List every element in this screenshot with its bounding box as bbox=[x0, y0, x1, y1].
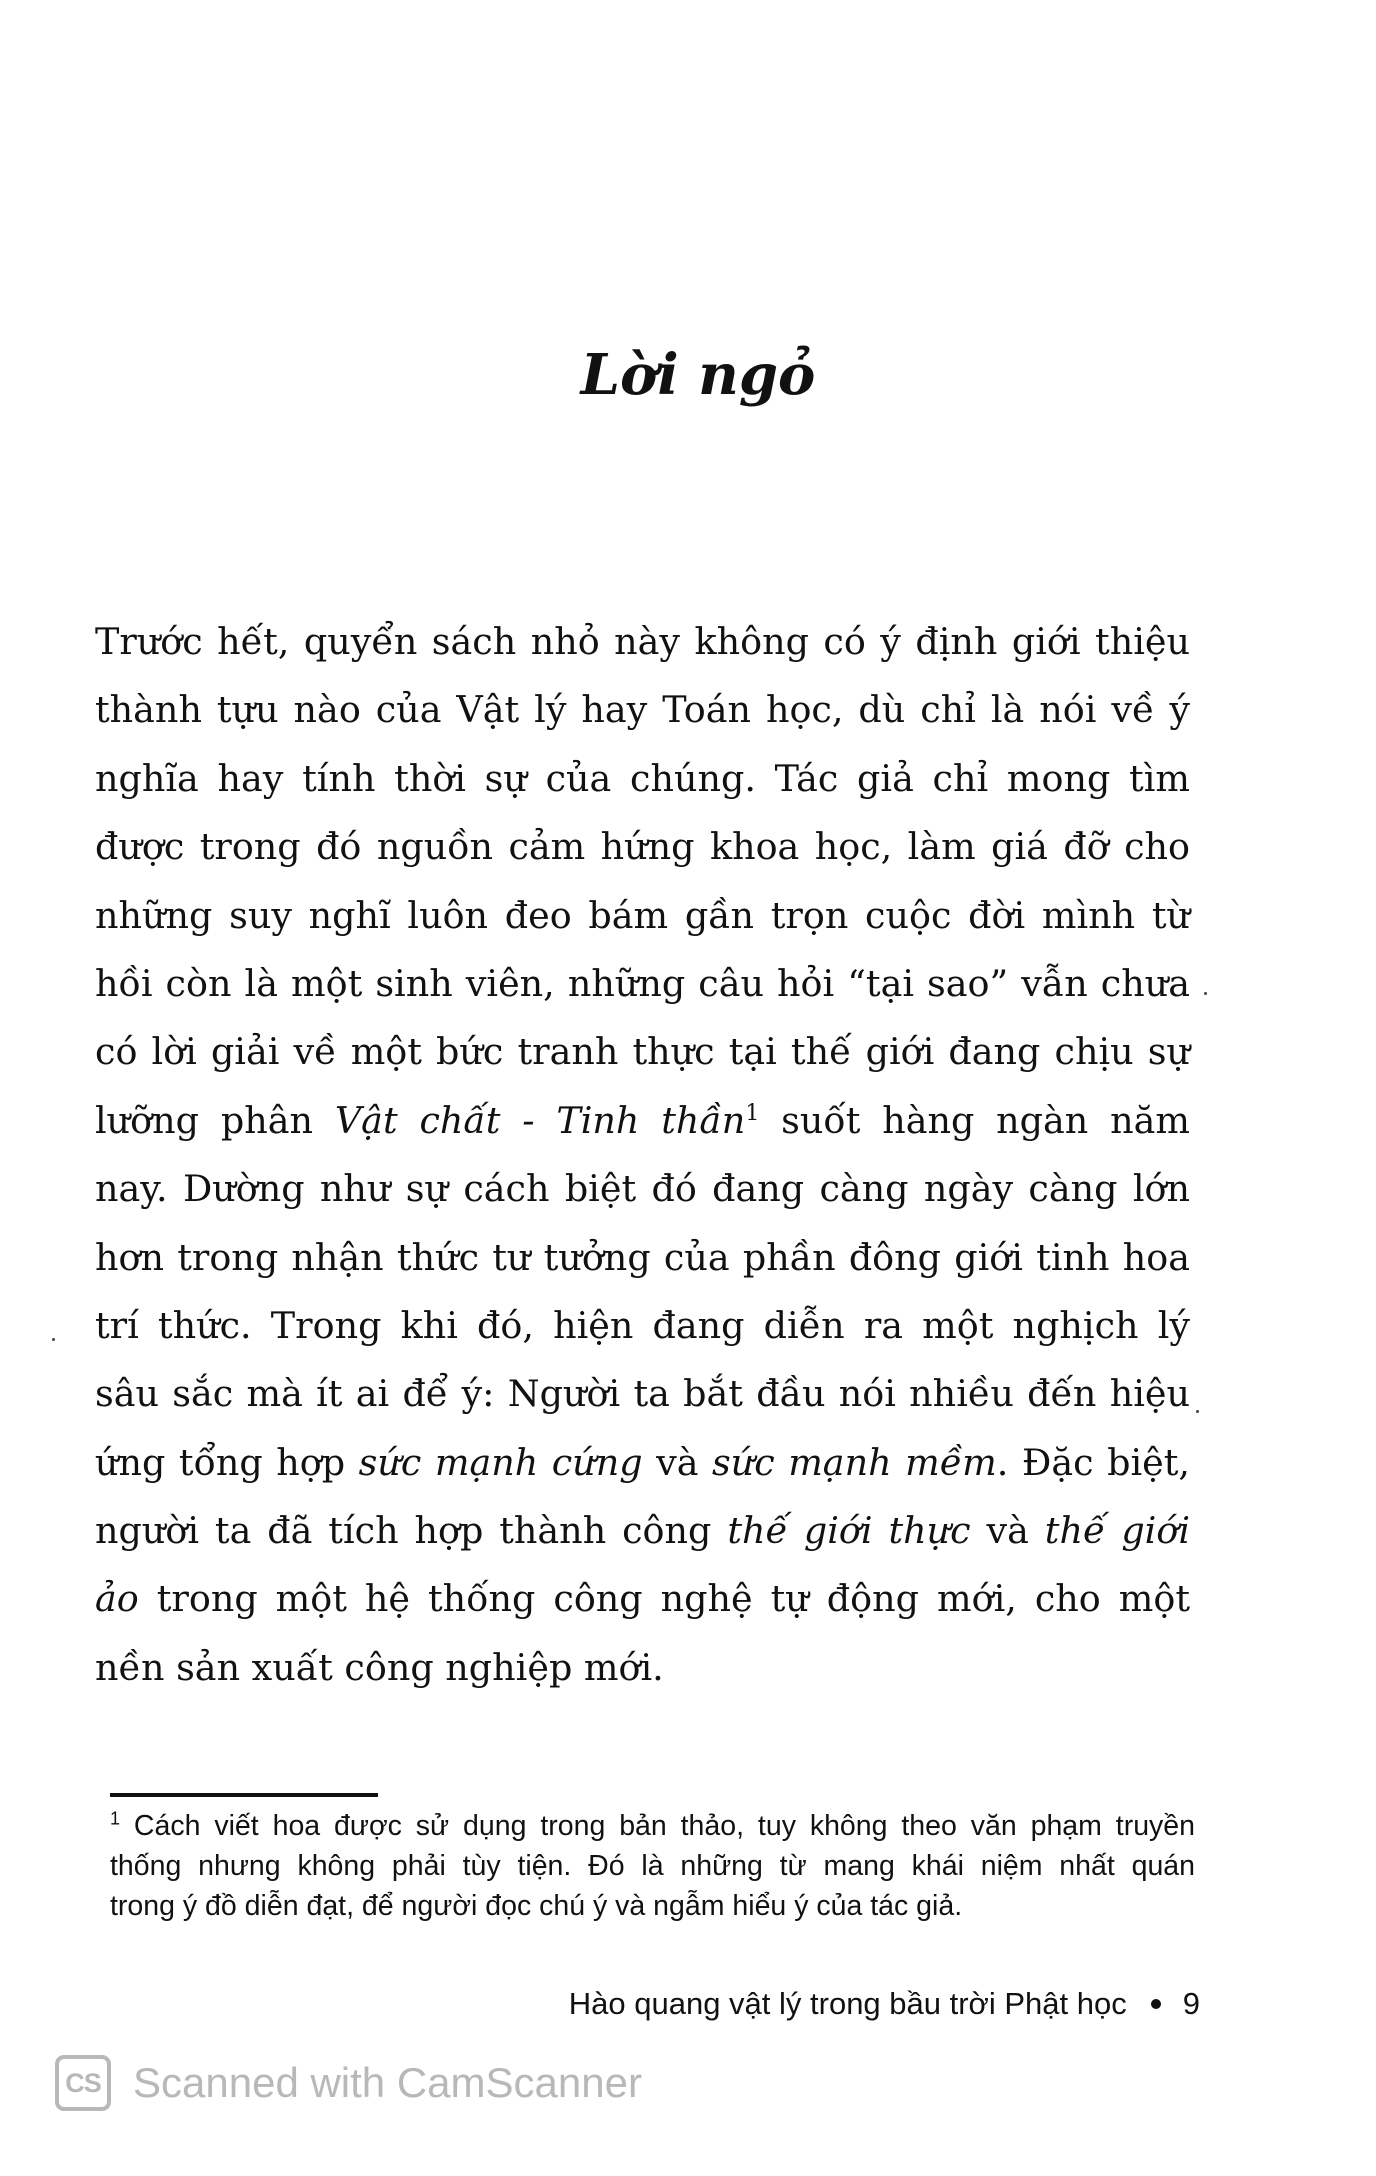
text-run: nền sản xuất công nghiệp mới. bbox=[95, 1645, 664, 1689]
footnote-line bbox=[110, 1846, 1195, 1886]
scan-speck bbox=[1196, 1410, 1199, 1413]
body-line bbox=[95, 1087, 1190, 1155]
running-footer bbox=[569, 1982, 1200, 2026]
body-line bbox=[95, 1360, 1190, 1428]
text-run: trong một hệ thống công nghệ tự động mới, cho một bbox=[138, 1577, 1190, 1621]
text-run: nghĩa hay tính thời sự của chúng. Tác giả chỉ mong tìm bbox=[95, 756, 1190, 800]
book-title: Hào quang vật lý trong bầu trời Phật học bbox=[568, 1986, 1127, 2021]
footnote-reference: 1 bbox=[745, 1100, 760, 1126]
italic-term: Vật chất - Tinh thần bbox=[334, 1098, 746, 1142]
text-run: . Đặc biệt, bbox=[996, 1440, 1190, 1484]
text-run: trí thức. Trong khi đó, hiện đang diễn ra một nghịch lý bbox=[95, 1303, 1190, 1347]
footnote-line bbox=[110, 1806, 1195, 1846]
text-run: thành tựu nào của Vật lý hay Toán học, dù chỉ là nói về ý bbox=[95, 688, 1190, 732]
body-line bbox=[95, 882, 1190, 950]
italic-term: sức mạnh mềm bbox=[712, 1440, 997, 1484]
bullet-icon bbox=[1151, 1999, 1161, 2009]
page-title: Lời ngỏ bbox=[580, 342, 816, 408]
body-line bbox=[95, 950, 1190, 1018]
footnote-text: thống nhưng không phải tùy tiện. Đó là những từ mang khái niệm nhất quán bbox=[110, 1850, 1195, 1882]
footnote-line bbox=[110, 1886, 1195, 1926]
text-run: suốt hàng ngàn năm bbox=[759, 1098, 1191, 1142]
text-run: ứng tổng hợp bbox=[95, 1440, 359, 1484]
text-run: và bbox=[642, 1440, 712, 1484]
text-run: lưỡng phân bbox=[95, 1098, 335, 1142]
body-line bbox=[95, 1155, 1190, 1223]
text-run: sâu sắc mà ít ai để ý: Người ta bắt đầu nói nhiều đến hiệu bbox=[95, 1372, 1190, 1416]
body-line bbox=[95, 1565, 1190, 1633]
text-run: được trong đó nguồn cảm hứng khoa học, làm giá đỡ cho bbox=[95, 825, 1190, 869]
scanner-watermark bbox=[55, 2055, 642, 2111]
italic-term: thế giới bbox=[1044, 1509, 1191, 1553]
footnote-text: trong ý đồ diễn đạt, để người đọc chú ý và ngẫm hiểu ý của tác giả. bbox=[110, 1890, 963, 1922]
camscanner-logo-icon: CS bbox=[55, 2055, 111, 2111]
body-line bbox=[95, 676, 1190, 744]
footnote-divider bbox=[110, 1793, 378, 1797]
text-run: Trước hết, quyển sách nhỏ này không có ý định giới thiệu bbox=[95, 620, 1190, 663]
scan-speck bbox=[52, 1338, 55, 1341]
text-run: hơn trong nhận thức tư tưởng của phần đông giới tinh hoa bbox=[95, 1235, 1190, 1279]
italic-term: sức mạnh cứng bbox=[358, 1440, 643, 1484]
body-line bbox=[95, 745, 1190, 813]
italic-term: ảo bbox=[95, 1577, 139, 1621]
text-run: và bbox=[970, 1509, 1045, 1553]
body-line bbox=[95, 1429, 1190, 1497]
text-run: những suy nghĩ luôn đeo bám gần trọn cuộc đời mình từ bbox=[95, 893, 1190, 937]
text-run: hồi còn là một sinh viên, những câu hỏi “tại sao” vẫn chưa bbox=[95, 961, 1190, 1005]
body-paragraph bbox=[95, 608, 1190, 1702]
body-line bbox=[95, 1497, 1190, 1565]
watermark-text: Scanned with CamScanner bbox=[133, 2059, 642, 2106]
body-line bbox=[95, 813, 1190, 881]
body-line bbox=[95, 1634, 1190, 1702]
footnote-marker: 1 bbox=[110, 1808, 121, 1829]
text-run: nay. Dường như sự cách biệt đó đang càng ngày càng lớn bbox=[95, 1167, 1190, 1211]
body-line bbox=[95, 608, 1190, 676]
text-run: người ta đã tích hợp thành công bbox=[95, 1509, 728, 1553]
footnote-text: Cách viết hoa được sử dụng trong bản thảo, tuy không theo văn phạm truyền bbox=[133, 1810, 1195, 1842]
body-line bbox=[95, 1018, 1190, 1086]
body-line bbox=[95, 1224, 1190, 1292]
page-number: 9 bbox=[1182, 1986, 1200, 2021]
footnote bbox=[110, 1806, 1195, 1926]
scan-speck bbox=[1204, 992, 1207, 995]
italic-term: thế giới thực bbox=[727, 1509, 971, 1553]
body-line bbox=[95, 1292, 1190, 1360]
text-run: có lời giải về một bức tranh thực tại thế giới đang chịu sự bbox=[95, 1030, 1190, 1074]
